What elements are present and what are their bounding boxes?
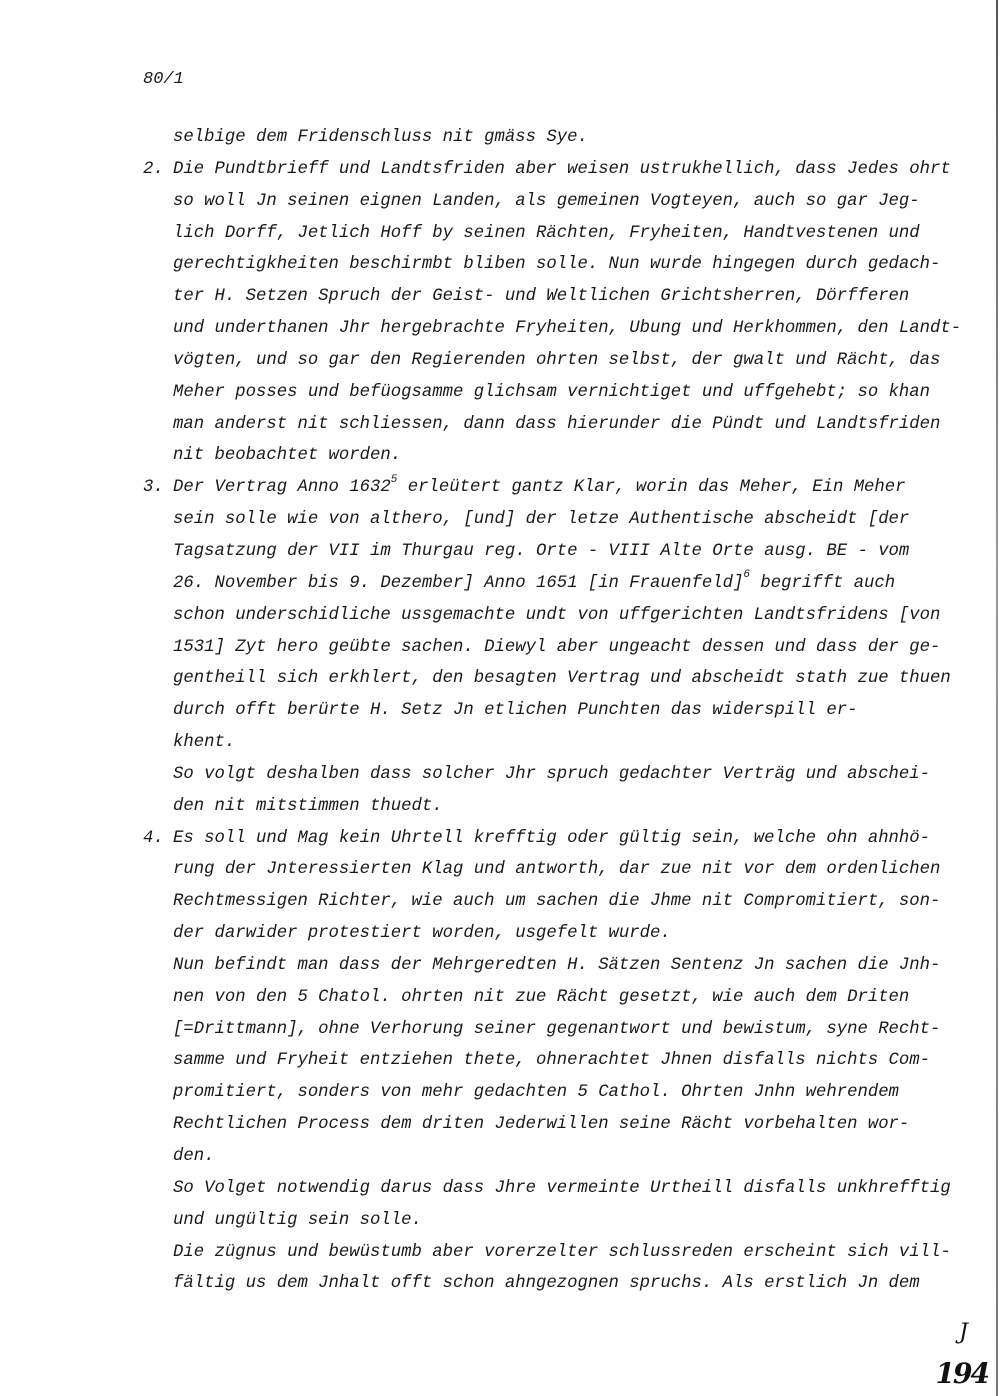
text-line [173, 186, 943, 218]
text-segment: begrifft auch [749, 573, 896, 593]
text-line [173, 950, 943, 982]
text-segment: Rechtmessigen Richter, wie auch um sachen die Jhme nit Compromitiert, son- [173, 892, 941, 912]
text-line [173, 1077, 943, 1109]
text-line [173, 1014, 943, 1046]
archive-stamp [928, 1320, 988, 1390]
text-line [173, 1045, 943, 1077]
text-segment: und ungültig sein solle. [173, 1210, 422, 1230]
text-segment: [=Drittmann], ohne Verhorung seiner gegenantwort und bewistum, syne Recht- [173, 1019, 941, 1039]
text-segment: Meher posses und befüogsamme glichsam vernichtiget und uffgehebt; so khan [173, 382, 931, 402]
text-segment: durch offt berürte H. Setz Jn etlichen Punchten das widerspill er- [173, 701, 858, 721]
text-segment: der darwider protestiert worden, usgefelt wurde. [173, 924, 671, 944]
text-line [173, 727, 943, 759]
text-segment: nen von den 5 Chatol. ohrten nit zue Rächt gesetzt, wie auch dem Driten [173, 987, 910, 1007]
text-line [173, 663, 951, 695]
text-line [173, 695, 943, 727]
list-number: 3. [143, 478, 164, 498]
text-line [173, 1109, 943, 1141]
text-segment: Rechtlichen Process dem driten Jederwillen seine Rächt vorbehalten wor- [173, 1115, 910, 1135]
stamp-folio-number: 194 [935, 1357, 988, 1390]
text-segment: Der Vertrag Anno 1632 [173, 478, 391, 498]
text-line [173, 313, 962, 345]
text-segment: erleütert gantz Klar, worin das Meher, Ein Meher [397, 478, 906, 498]
text-segment: lich Dorff, Jetlich Hoff by seinen Rächten, Fryheiten, Handtvestenen und [173, 223, 920, 243]
text-segment: nit beobachtet worden. [173, 446, 402, 466]
text-segment: khent. [173, 733, 236, 753]
text-line [173, 409, 943, 441]
text-line [143, 472, 943, 504]
text-segment: Es soll und Mag kein Uhrtell krefftig oder gültig sein, welche ohn ahnhö- [173, 828, 931, 848]
text-segment: schon underschidliche ussgemachte undt von uffgerichten Landtsfridens [von [173, 605, 941, 625]
text-segment: samme und Fryheit entziehen thete, ohnerachtet Jhnen disfalls nichts Com- [173, 1051, 931, 1071]
list-number: 2. [143, 159, 164, 179]
text-line [173, 568, 943, 600]
text-segment: selbige dem Fridenschluss nit gmäss Sye. [173, 128, 588, 147]
text-line [173, 377, 943, 409]
text-segment: 26. November bis 9. Dezember] Anno 1651 [in Frauenfeld] [173, 573, 744, 593]
stamp-mark: J [959, 1320, 968, 1345]
text-line [173, 1141, 943, 1173]
text-line [173, 345, 943, 377]
text-segment: Die Pundtbrieff und Landtsfriden aber weisen ustrukhellich, dass Jedes ohrt [173, 159, 951, 179]
text-line [143, 823, 943, 855]
text-line [173, 854, 943, 886]
text-line [173, 536, 943, 568]
text-segment: den nit mitstimmen thuedt. [173, 796, 443, 816]
text-line [173, 982, 943, 1014]
text-segment: den. [173, 1147, 215, 1166]
text-line [173, 886, 943, 918]
text-segment: gerechtigkheiten beschirmbt bliben solle. Nun wurde hingegen durch gedach- [173, 255, 941, 275]
text-segment: gentheill sich erkhlert, den besagten Vertrag und abscheidt stath zue thuen [173, 669, 951, 689]
text-segment: vögten, und so gar den Regierenden ohrten selbst, der gwalt und Rächt, das [173, 350, 941, 370]
text-line [173, 440, 943, 472]
text-line [173, 1205, 943, 1237]
text-segment: so woll Jn seinen eignen Landen, als gemeinen Vogteyen, auch so gar Jeg- [173, 191, 920, 211]
text-segment: So Volget notwendig darus dass Jhre vermeinte Urtheill disfalls unkhrefftig [173, 1178, 951, 1198]
text-segment: Die zügnus und bewüstumb aber vorerzelter schlussreden erscheint sich vill- [173, 1242, 951, 1262]
text-line [173, 632, 943, 664]
text-line [173, 791, 943, 823]
text-line [173, 600, 943, 632]
text-segment: und underthanen Jhr hergebrachte Fryheiten, Ubung und Herkhommen, den Landt- [173, 319, 962, 339]
document-text [143, 122, 962, 1300]
text-line [173, 1268, 943, 1300]
text-segment: 1531] Zyt hero geübte sachen. Diewyl aber ungeacht dessen und dass der ge- [173, 637, 941, 657]
text-segment: sein solle wie von althero, [und] der letze Authentische abscheidt [der [173, 510, 910, 530]
text-line [173, 1173, 951, 1205]
text-line [173, 1237, 951, 1269]
text-segment: fältig us dem Jnhalt offt schon ahngezognen spruchs. Als erstlich Jn dem [173, 1274, 920, 1294]
text-line [143, 154, 951, 186]
text-segment: Tagsatzung der VII im Thurgau reg. Orte - VIII Alte Orte ausg. BE - vom [173, 541, 910, 561]
text-line [173, 218, 943, 250]
page-number: 80/1 [143, 70, 184, 89]
footnote-marker: 6 [743, 569, 750, 582]
text-segment: Nun befindt man dass der Mehrgeredten H. Sätzen Sentenz Jn sachen die Jnh- [173, 955, 941, 975]
text-line [173, 759, 943, 791]
text-segment: ter H. Setzen Spruch der Geist- und Weltlichen Grichtsherren, Dörfferen [173, 287, 910, 307]
text-line [173, 504, 943, 536]
page-edge [996, 0, 998, 1396]
text-segment: rung der Jnteressierten Klag und antworth, dar zue nit vor dem ordenlichen [173, 860, 941, 880]
text-line [173, 122, 943, 154]
text-segment: promitiert, sonders von mehr gedachten 5 Cathol. Ohrten Jnhn wehrendem [173, 1083, 899, 1103]
footnote-marker: 5 [390, 473, 398, 486]
list-number: 4. [143, 828, 164, 848]
text-line [173, 918, 943, 950]
text-segment: So volgt deshalben dass solcher Jhr spruch gedachter Verträg und abschei- [173, 764, 931, 784]
text-line [173, 249, 943, 281]
text-line [173, 281, 943, 313]
text-segment: man anderst nit schliessen, dann dass hierunder die Pündt und Landtsfriden [173, 414, 941, 434]
